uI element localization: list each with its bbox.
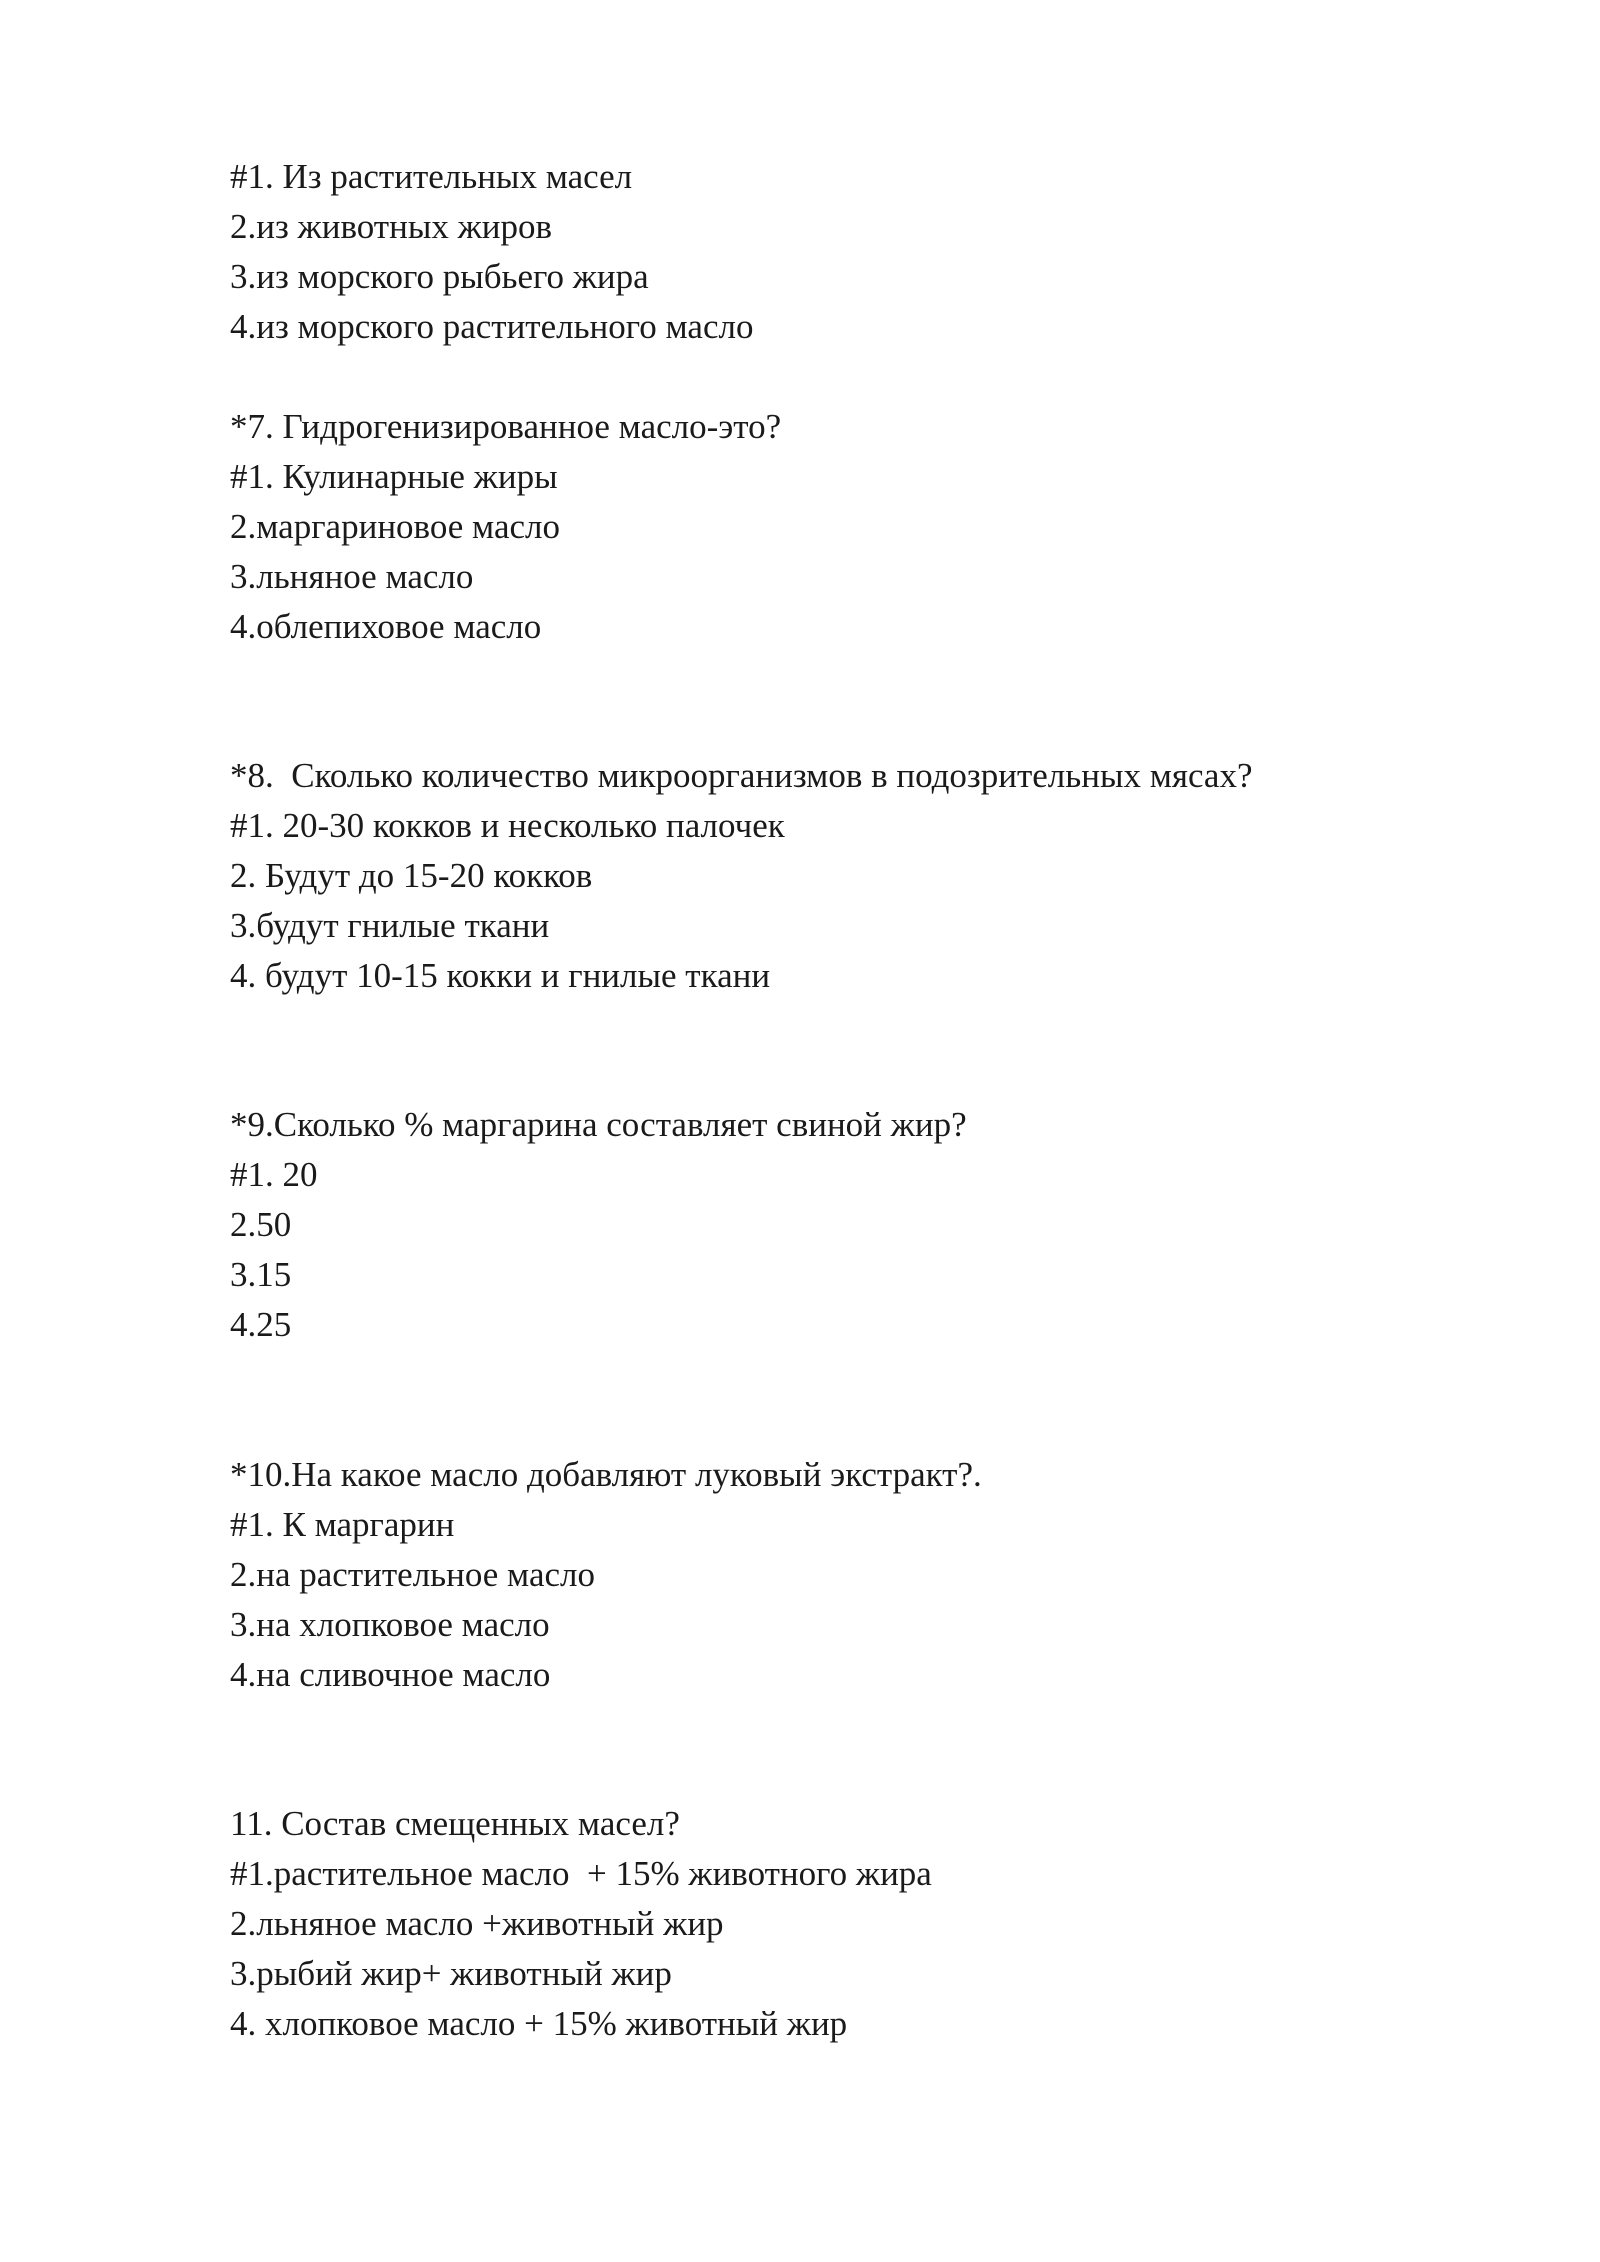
answer-option: 2.из животных жиров <box>230 207 553 246</box>
answer-option-correct: #1. 20-30 кокков и несколько палочек <box>230 806 785 845</box>
question-block-10 <box>230 1450 1530 1700</box>
answer-option: 4.из морского растительного масло <box>230 307 754 346</box>
question-block-7 <box>230 402 1530 652</box>
question-block-8 <box>230 751 1530 1001</box>
answer-option: 4.облепиховое масло <box>230 607 542 646</box>
question-text: *10.На какое масло добавляют луковый экстракт?. <box>230 1455 982 1494</box>
question-text: 11. Состав смещенных масел? <box>230 1804 680 1843</box>
answer-option-correct: #1. 20 <box>230 1155 318 1194</box>
answer-option: 3.из морского рыбьего жира <box>230 257 649 296</box>
answer-option: 4. хлопковое масло + 15% животный жир <box>230 2004 848 2043</box>
answer-option: 3.рыбий жир+ животный жир <box>230 1954 672 1993</box>
answer-option: 2.на растительное масло <box>230 1555 596 1594</box>
answer-option: 2. Будут до 15-20 кокков <box>230 856 593 895</box>
question-block-11 <box>230 1799 1530 2049</box>
answer-option: 4.25 <box>230 1305 292 1344</box>
answer-option: 3.15 <box>230 1255 292 1294</box>
answer-option: 4. будут 10-15 кокки и гнилые ткани <box>230 956 771 995</box>
answer-option: 2.маргариновое масло <box>230 507 560 546</box>
answer-option-correct: #1.растительное масло + 15% животного жира <box>230 1854 932 1893</box>
answer-option: 4.на сливочное масло <box>230 1655 551 1694</box>
question-text: *7. Гидрогенизированное масло-это? <box>230 407 782 446</box>
answer-option: 2.льняное масло +животный жир <box>230 1904 724 1943</box>
question-text: *9.Сколько % маргарина составляет свиной жир? <box>230 1105 967 1144</box>
answer-options-block-1 <box>230 152 1530 352</box>
question-block-9 <box>230 1100 1530 1350</box>
answer-option-correct: #1. К маргарин <box>230 1505 455 1544</box>
answer-option: 3.будут гнилые ткани <box>230 906 550 945</box>
answer-option: 2.50 <box>230 1205 292 1244</box>
answer-option: 3.на хлопковое масло <box>230 1605 550 1644</box>
question-text: *8. Сколько количество микроорганизмов в подозрительных мясах? <box>230 756 1253 795</box>
answer-option-correct: #1. Кулинарные жиры <box>230 457 558 496</box>
answer-option-correct: #1. Из растительных масел <box>230 157 633 196</box>
answer-option: 3.льняное масло <box>230 557 474 596</box>
